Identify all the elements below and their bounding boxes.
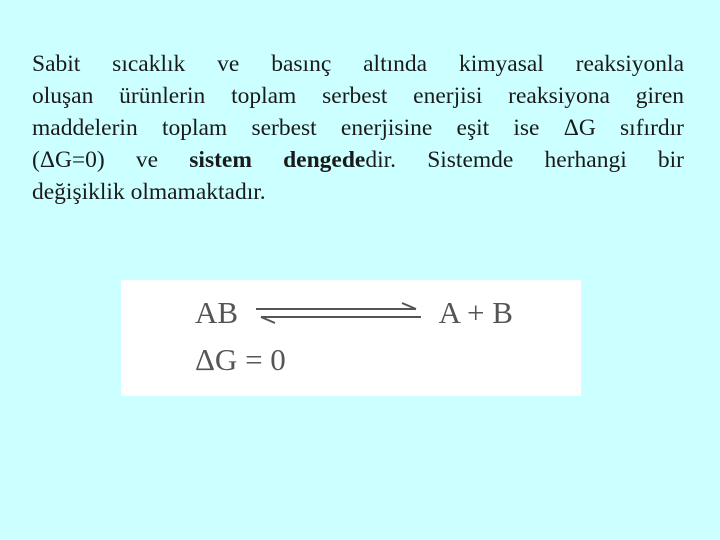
- paragraph-line-2: oluşan ürünlerin toplam serbest enerjisi reaksiyona giren: [32, 83, 684, 109]
- reaction-equation: [195, 292, 513, 331]
- paragraph-line-4-start: (ΔG=0) ve: [32, 147, 190, 173]
- equilibrium-term: sistem dengede: [189, 147, 366, 173]
- equilibrium-arrows-icon: [256, 302, 421, 324]
- equation-image: [121, 280, 581, 396]
- products: A + B: [438, 294, 513, 330]
- reactant: AB: [195, 294, 239, 330]
- paragraph-line-4: [32, 144, 684, 176]
- paragraph-line-4-end: dir. Sistemde herhangi bir: [365, 147, 685, 173]
- paragraph-line-3: maddelerin toplam serbest enerjisine eşit ise ΔG sıfırdır: [32, 115, 684, 141]
- paragraph-line-5: değişiklik olmamaktadır.: [32, 179, 266, 205]
- delta-g-equation: ΔG = 0: [195, 342, 286, 377]
- body-paragraph: [32, 48, 684, 208]
- paragraph-line-1: Sabit sıcaklık ve basınç altında kimyasal reaksiyonla: [32, 51, 684, 77]
